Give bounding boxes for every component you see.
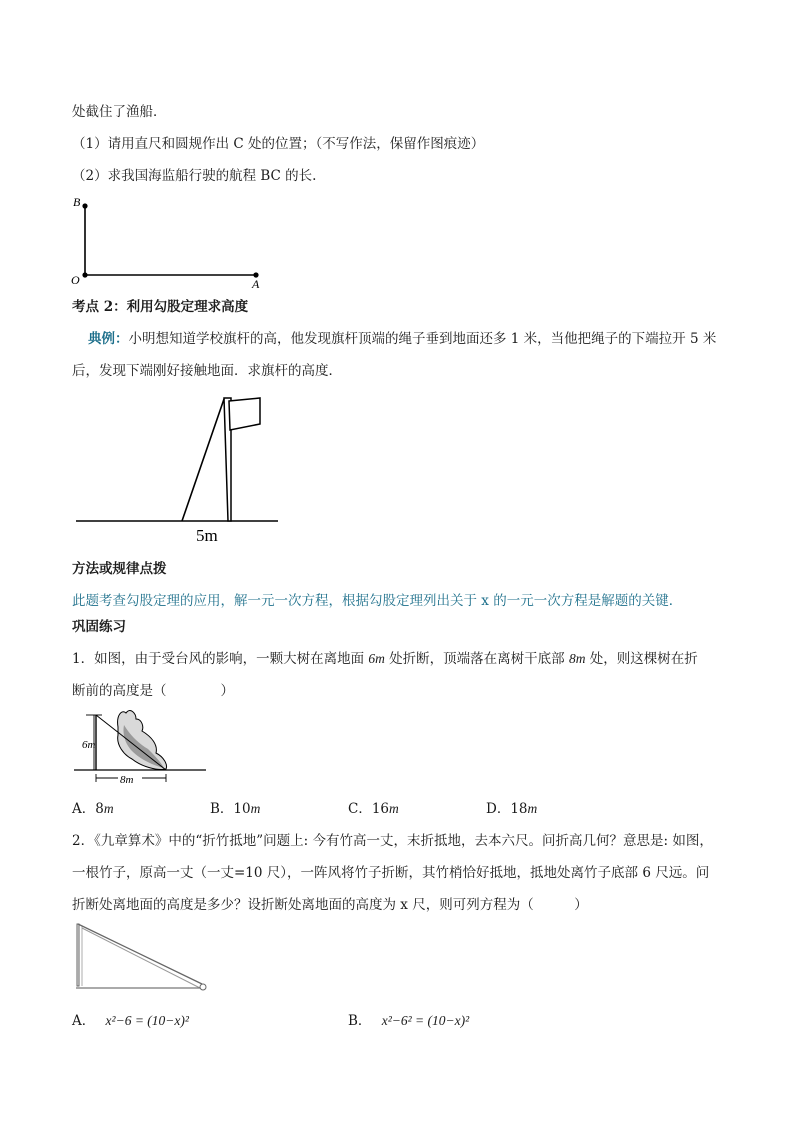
- height-label: 6m: [82, 739, 96, 751]
- label-a: A: [252, 277, 260, 291]
- q2-option-b-expr: x²−6² = (10−x)²: [381, 1013, 470, 1028]
- width-label: 8m: [120, 774, 134, 786]
- practice-q2-line-3: 折断处离地面的高度是多少？设折断处离地面的高度为 x 尺，则可列方程为（ ）: [72, 897, 588, 913]
- q1-unit-1: m: [375, 651, 385, 666]
- bamboo-tip: [200, 984, 206, 990]
- q2-option-b[interactable]: B． x²−6² = (10−x)²: [348, 1013, 470, 1029]
- q2-option-a[interactable]: A． x²−6 = (10−x)²: [72, 1013, 189, 1029]
- q1-text-b: 处折断，顶端落在离树干底部: [384, 651, 569, 667]
- example-line-1: [88, 330, 716, 348]
- flag: [229, 398, 260, 430]
- method-title: 方法或规律点拨: [72, 561, 167, 577]
- example-label: 典例：: [88, 331, 129, 347]
- example-line-2: 后，发现下端刚好接触地面．求旗杆的高度．: [72, 363, 342, 379]
- label-o: O: [71, 273, 80, 287]
- kaodian-2-title: 考点 2：利用勾股定理求高度: [72, 299, 249, 315]
- bamboo-figure: [72, 918, 222, 998]
- bamboo-vertical: [77, 924, 79, 986]
- question-part-1: （1）请用直尺和圆规作出 C 处的位置；（不写作法，保留作图痕迹）: [72, 136, 485, 152]
- distance-label: 5m: [196, 526, 218, 545]
- q1-text-c: 处，则这棵树在折: [585, 651, 698, 667]
- q1-text-a: 1．如图，由于受台风的影响，一颗大树在离地面: [72, 651, 369, 667]
- option-b[interactable]: B．10m: [210, 801, 261, 817]
- bamboo-broken-inner: [82, 928, 200, 988]
- text-line-continuation: 处截住了渔船．: [72, 104, 167, 120]
- question-part-2: （2）求我国海监船行驶的航程 BC 的长.: [72, 168, 317, 184]
- practice-q1-line-2: 断前的高度是（ ）: [72, 683, 234, 699]
- q2-option-a-expr: x²−6 = (10−x)²: [105, 1013, 189, 1028]
- bamboo-broken-outer: [78, 924, 202, 984]
- point-o: [82, 272, 87, 277]
- tree-canopy-outline: [118, 711, 167, 770]
- practice-q1-line-1: [72, 650, 698, 668]
- practice-q2-line-2: 一根竹子，原高一丈（一丈=10 尺），一阵风将竹子折断，其竹梢恰好抵地，抵地处离竹子底部 6 尺远。问: [72, 865, 710, 881]
- q1-value-2: 8: [568, 651, 576, 666]
- option-d[interactable]: D．18m: [486, 801, 538, 817]
- figure-boa: [60, 190, 280, 290]
- flagpole-figure: [70, 390, 290, 550]
- q1-unit-2: m: [575, 651, 586, 666]
- option-a[interactable]: A．8m: [72, 801, 114, 817]
- broken-tree-figure: [72, 705, 212, 790]
- practice-q2-line-1: 2．《九章算术》中的“折竹抵地”问题上: 今有竹高一丈，末折抵地，去本六尺。问折高几何？意思是: 如图，: [72, 833, 713, 849]
- rope: [182, 399, 224, 521]
- method-text: 此题考查勾股定理的应用，解一元一次方程，根据勾股定理列出关于 x 的一元一次方程是解题的关键．: [72, 593, 683, 609]
- practice-title: 巩固练习: [72, 619, 126, 635]
- option-c[interactable]: C．16m: [348, 801, 399, 817]
- example-text-1: 小明想知道学校旗杆的高，他发现旗杆顶端的绳子垂到地面还多 1 米，当他把绳子的下端拉开 5 米: [128, 331, 717, 347]
- q1-value-1: 6: [368, 651, 376, 666]
- label-b: B: [73, 195, 81, 209]
- point-b: [82, 203, 87, 208]
